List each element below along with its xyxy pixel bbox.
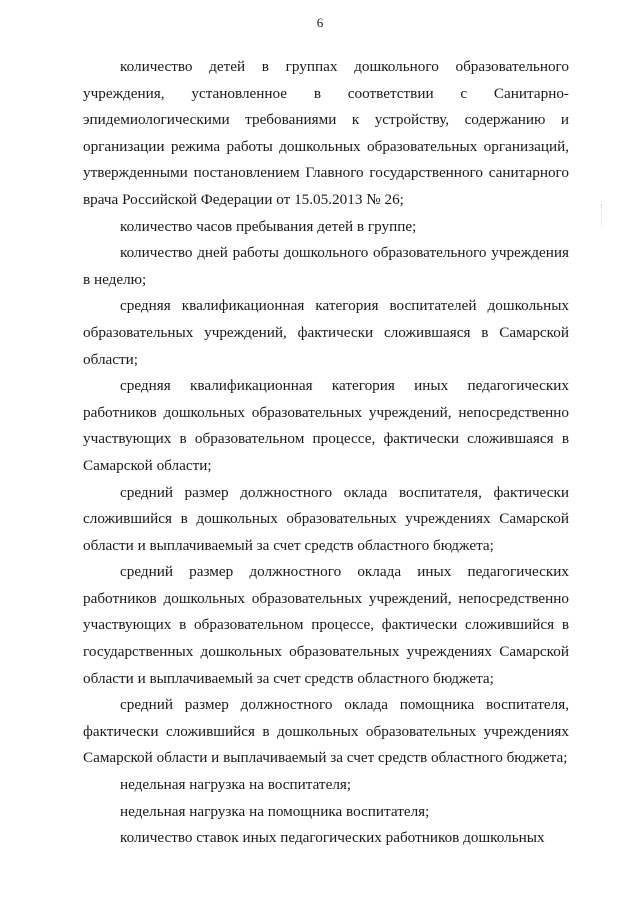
body-text	[83, 54, 569, 852]
paragraph-educator-category: средняя квалификационная категория воспитателей дошкольных образовательных учреждений, фактически сложившаяся в Самарской области;	[83, 297, 569, 368]
paragraph-staff-positions: количество ставок иных педагогических работников дошкольных	[120, 829, 545, 847]
paragraph-educator-workload: недельная нагрузка на воспитателя;	[120, 776, 352, 794]
paragraph-other-staff-category: средняя квалификационная категория иных педагогических работников дошкольных образовательных учреждений, непосредственно участвующих в образовательном процессе, фактически сложившаяся в Самарской области;	[83, 377, 569, 474]
paragraph-children-count: количество детей в группах дошкольного образовательного учреждения, установленное в соответствии с Санитарно-эпидемиологическими требованиями к устройству, содержанию и организации режима работы дошкольных образовательных организаций, утвержденными постановлением Главного государственного санитарного врача Российской Федерации от 15.05.2013 № 26;	[83, 58, 569, 208]
paragraph-days-per-week: количество дней работы дошкольного образовательного учреждения в неделю;	[83, 244, 569, 288]
paragraph-assistant-salary: средний размер должностного оклада помощника воспитателя, фактически сложившийся в дошкольных образовательных учреждениях Самарской области и выплачиваемый за счет средств областного бюджета;	[83, 696, 569, 767]
page-number: 6	[316, 15, 324, 30]
scan-margin-mark	[601, 204, 608, 226]
paragraph-assistant-workload: недельная нагрузка на помощника воспитателя;	[120, 802, 430, 820]
paragraph-other-staff-salary: средний размер должностного оклада иных педагогических работников дошкольных образовательных учреждений, непосредственно участвующих в образовательном процессе, фактически сложившийся в государственных дошкольных образовательных учреждениях Самарской области и выплачиваемый за счет средств областного бюджета;	[83, 563, 569, 687]
paragraph-educator-salary: средний размер должностного оклада воспитателя, фактически сложившийся в дошкольных образовательных учреждениях Самарской области и выплачиваемый за счет средств областного бюджета;	[83, 483, 569, 554]
paragraph-hours-in-group: количество часов пребывания детей в группе;	[120, 217, 417, 235]
